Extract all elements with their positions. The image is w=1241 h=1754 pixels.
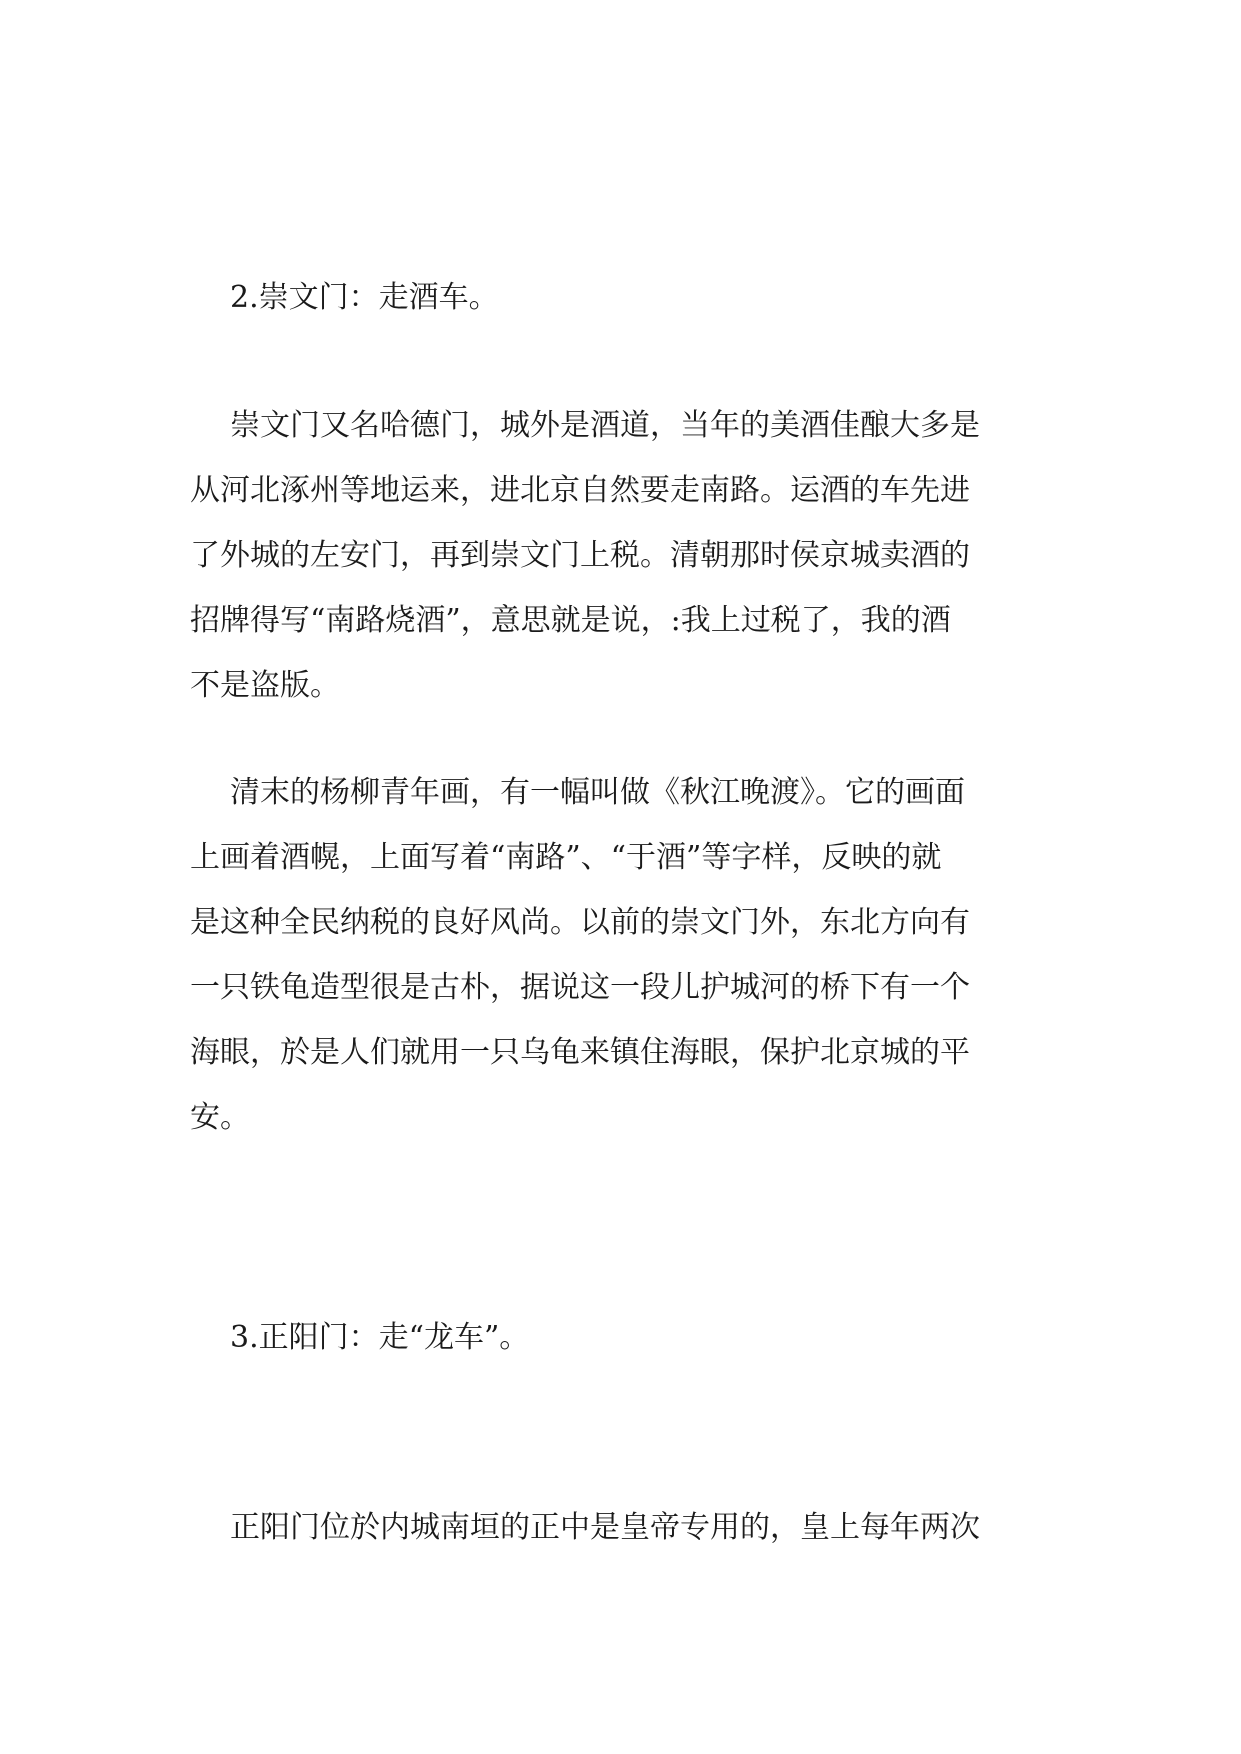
paragraph-line: 不是盗版。 bbox=[190, 668, 340, 703]
paragraph-chongwenmen bbox=[190, 393, 1060, 718]
paragraph-line: 正阳门位於内城南垣的正中是皇帝专用的，皇上每年两次 bbox=[230, 1510, 980, 1545]
paragraph-line: 了外城的左安门，再到崇文门上税。清朝那时侯京城卖酒的 bbox=[190, 538, 970, 573]
paragraph-line: 一只铁龟造型很是古朴，据说这一段儿护城河的桥下有一个 bbox=[190, 970, 970, 1005]
paragraph-line: 是这种全民纳税的良好风尚。以前的崇文门外，东北方向有 bbox=[190, 905, 970, 940]
section-heading-zhengyangmen: 3.正阳门：走“龙车”。 bbox=[230, 1320, 530, 1355]
paragraph-zhengyangmen bbox=[190, 1495, 1060, 1560]
section-heading-chongwenmen: 2.崇文门：走酒车。 bbox=[230, 280, 499, 315]
paragraph-line: 招牌得写“南路烧酒”，意思就是说，:我上过税了，我的酒 bbox=[190, 603, 951, 638]
paragraph-line: 安。 bbox=[190, 1100, 250, 1135]
paragraph-line: 清末的杨柳青年画，有一幅叫做《秋江晚渡》。它的画面 bbox=[230, 775, 965, 810]
paragraph-line: 从河北涿州等地运来，进北京自然要走南路。运酒的车先进 bbox=[190, 473, 970, 508]
paragraph-line: 上画着酒幌，上面写着“南路”、“于酒”等字样，反映的就 bbox=[190, 840, 942, 875]
paragraph-line: 崇文门又名哈德门，城外是酒道，当年的美酒佳酿大多是 bbox=[230, 408, 980, 443]
paragraph-nianhua bbox=[190, 760, 1060, 1150]
paragraph-line: 海眼，於是人们就用一只乌龟来镇住海眼，保护北京城的平 bbox=[190, 1035, 970, 1070]
